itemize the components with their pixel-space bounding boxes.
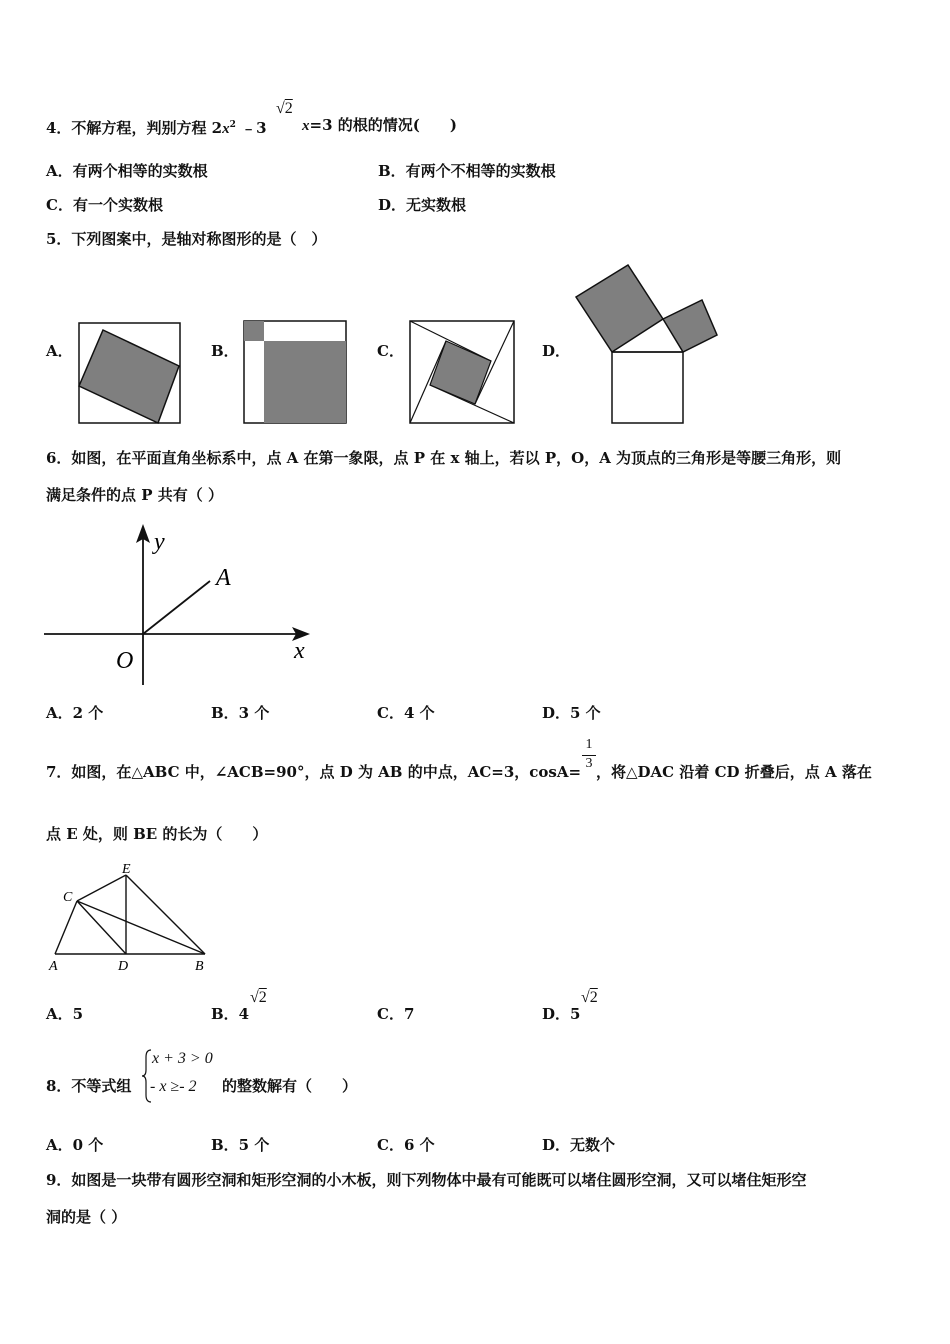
q4-option-a: A．有两个相等的实数根 <box>46 162 208 180</box>
q7-point-b-label: B <box>195 959 204 974</box>
q7-point-a-label: A <box>49 959 58 974</box>
q7-option-b-sqrt: √2 <box>250 989 267 1006</box>
q5-figure-d <box>575 263 720 425</box>
q4-option-d: D．无实数根 <box>378 196 467 214</box>
q5-label-c: C． <box>377 342 404 360</box>
q8-option-b: B．5 个 <box>211 1136 270 1154</box>
q7-option-a: A．5 <box>46 1005 84 1023</box>
q5-label-b: B． <box>211 342 239 360</box>
q7-point-e-label: E <box>122 862 131 877</box>
q5-label-d: D． <box>542 342 571 360</box>
q5-stem: 5．下列图案中，是轴对称图形的是（ ） <box>46 230 327 248</box>
q5-figure-c <box>409 320 515 424</box>
q6-option-a: A．2 个 <box>46 704 104 722</box>
q6-line-1: 6．如图，在平面直角坐标系中，点 A 在第一象限，点 P 在 x 轴上，若以 P，O，A 为顶点的三角形是等腰三角形，则 <box>46 449 842 467</box>
q4-sqrt-2: √2 <box>276 100 293 117</box>
q4-stem-end: x=3 的根的情况( ) <box>302 116 457 134</box>
q6-axis-y-label: y <box>154 529 165 555</box>
q6-option-d: D．5 个 <box>542 704 601 722</box>
q8-stem-end: 的整数解有（ ） <box>222 1077 358 1095</box>
q6-coordinate-figure <box>44 522 319 687</box>
q6-option-b: B．3 个 <box>211 704 270 722</box>
q4-option-b: B．有两个不相等的实数根 <box>378 162 556 180</box>
q7-line-1a: 7．如图，在△ABC 中，∠ACB=90°，点 D 为 AB 的中点，AC=3，cosA= <box>46 763 582 781</box>
q8-option-c: C．6 个 <box>377 1136 435 1154</box>
q6-axis-x-label: x <box>294 638 305 664</box>
q7-triangle-figure <box>44 857 214 979</box>
q7-point-d-label: D <box>118 959 129 974</box>
q6-origin-label: O <box>116 648 134 674</box>
q8-inequality-2: - x ≥- 2 <box>150 1078 197 1095</box>
q9-line-2: 洞的是（ ） <box>46 1208 127 1226</box>
q4-stem: 4．不解方程，判别方程 $2x^2$ ﹣3 <box>46 119 267 137</box>
q7-option-b: B．4 <box>211 1005 250 1023</box>
q5-figure-b <box>243 320 347 424</box>
q6-line-2: 满足条件的点 P 共有（ ） <box>46 486 223 504</box>
q5-figure-a <box>78 322 182 424</box>
q7-point-c-label: C <box>63 890 73 905</box>
q7-option-c: C．7 <box>377 1005 415 1023</box>
q7-option-d-sqrt: √2 <box>581 989 598 1006</box>
q7-line-2: 点 E 处，则 BE 的长为（ ） <box>46 825 268 843</box>
q5-label-a: A． <box>46 342 73 360</box>
q9-line-1: 9．如图是一块带有圆形空洞和矩形空洞的小木板，则下列物体中最有可能既可以堵住圆形空洞，又可以堵住矩形空 <box>46 1171 807 1189</box>
q8-option-a: A．0 个 <box>46 1136 104 1154</box>
q6-option-c: C．4 个 <box>377 704 435 722</box>
q7-option-d: D．5 <box>542 1005 581 1023</box>
q7-line-1b: ，将△DAC 沿着 CD 折叠后，点 A 落在 <box>596 763 872 781</box>
q4-option-c: C．有一个实数根 <box>46 196 163 214</box>
q8-option-d: D．无数个 <box>542 1136 616 1154</box>
q8-stem: 8．不等式组 <box>46 1077 132 1095</box>
q8-inequality-1: x + 3 > 0 <box>152 1050 213 1067</box>
q7-fraction: $\frac{1}{3}$ <box>582 737 596 772</box>
q6-point-a-label: A <box>216 565 231 591</box>
